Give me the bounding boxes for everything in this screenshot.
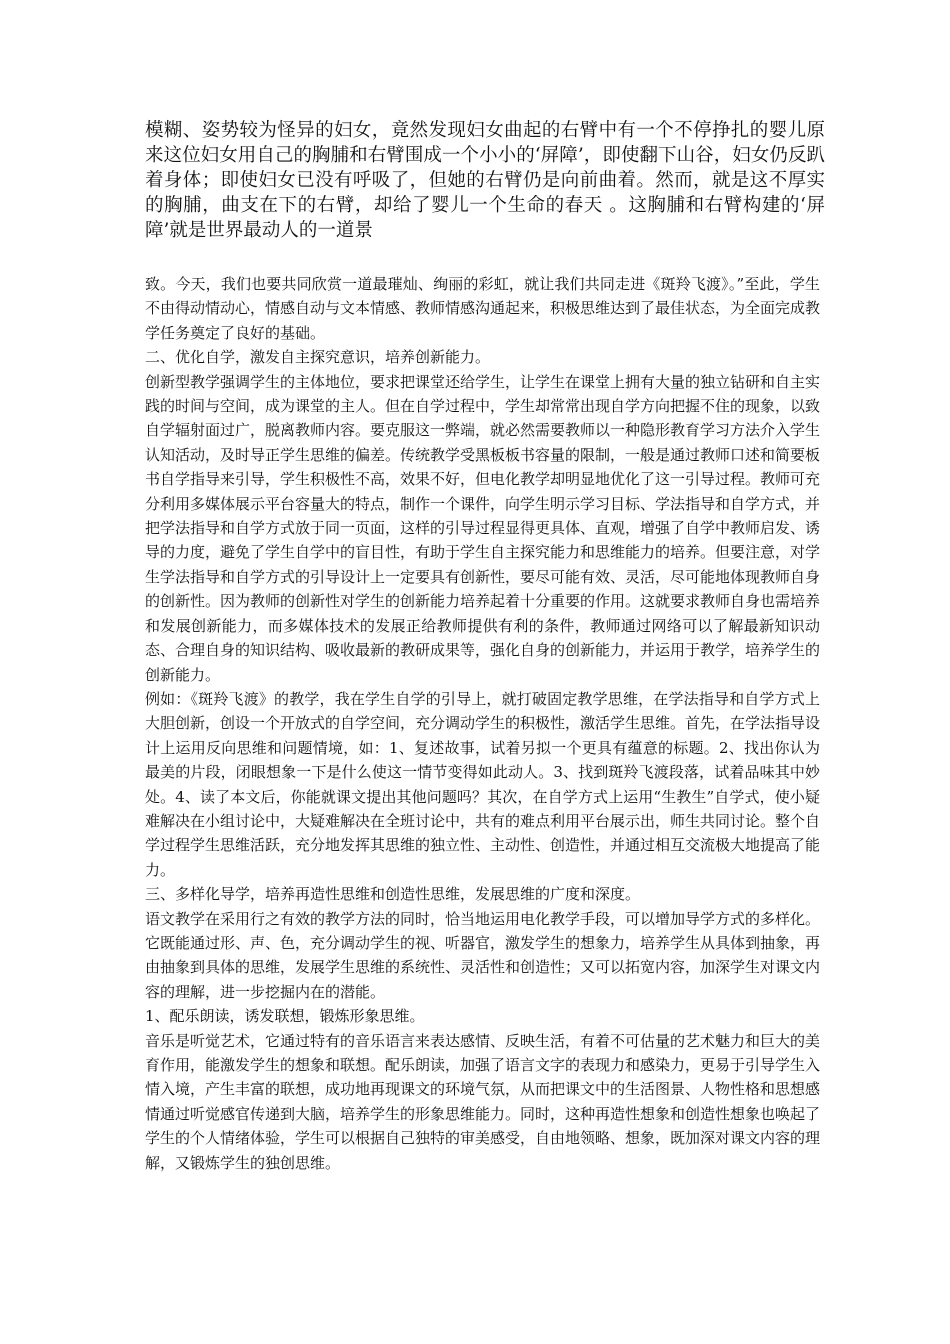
document-body: [145, 272, 820, 1175]
intro-paragraph: 模糊、姿势较为怪异的妇女，竟然发现妇女曲起的右臂中有一个不停挣扎的婴儿原来这位妇女用自己的胸脯和右臂围成一个小小的‘屏障’，即使翻下山谷，妇女仍反趴着身体；即使妇女已没有呼吸了，但她的右臂仍是向前曲着。然而，就是这不厚实的胸脯，曲支在下的右臂，却给了婴儿一个生命的春天 。这胸脯和右臂构建的‘屏障’就是世界最动人的一道景: [145, 120, 825, 241]
paragraph-example: 例如：《斑羚飞渡》的教学，我在学生自学的引导上，就打破固定教学思维，在学法指导和自学方式上大胆创新，创设一个开放式的自学空间，充分调动学生的积极性，激活学生思维。首先，在学法指导设计上运用反向思维和问题情境，如：1、复述故事，试着另拟一个更具有蕴意的标题。2、找出你认为最美的片段，闭眼想象一下是什么使这一情节变得如此动人。3、找到斑羚飞渡段落，试着品味其中妙处。4、读了本文后，你能就课文提出其他问题吗？其次，在自学方式上运用“生教生”自学式，使小疑难解决在小组讨论中，大疑难解决在全班讨论中，共有的难点利用平台展示出，师生共同讨论。整个自学过程学生思维活跃，充分地发挥其思维的独立性、主动性、创造性，并通过相互交流极大地提高了能力。: [145, 689, 821, 879]
section-heading-3: 三、多样化导学，培养再造性思维和创造性思维，发展思维的广度和深度。: [145, 885, 641, 904]
subsection-heading-1: 1、配乐朗读，诱发联想，锻炼形象思维。: [145, 1007, 425, 1026]
section-heading-2: 二、优化自学，激发自主探究意识，培养创新能力。: [145, 348, 491, 367]
paragraph-self-study: 创新型教学强调学生的主体地位，要求把课堂还给学生，让学生在课堂上拥有大量的独立钻研和自主实践的时间与空间，成为课堂的主人。但在自学过程中，学生却常常出现自学方向把握不住的现象，以致自学辐射面过广，脱离教师内容。要克服这一弊端，就必然需要教师以一种隐形教育学习方法介入学生认知活动，及时导正学生思维的偏差。传统教学受黑板板书容量的限制，一般是通过教师口述和简要板书自学指导来引导，学生积极性不高，效果不好，但电化教学却明显地优化了这一引导过程。教师可充分利用多媒体展示平台容量大的特点，制作一个课件，向学生明示学习目标、学法指导和自学方式，并把学法指导和自学方式放于同一页面，这样的引导过程显得更具体、直观，增强了自学中教师启发、诱导的力度，避免了学生自学中的盲目性，有助于学生自主探究能力和思维能力的培养。但要注意，对学生学法指导和自学方式的引导设计上一定要具有创新性，要尽可能有效、灵活，尽可能地体现教师自身的创新性。因为教师的创新性对学生的创新能力培养起着十分重要的作用。这就要求教师自身也需培养和发展创新能力，而多媒体技术的发展正给教师提供有利的条件，教师通过网络可以了解最新知识动态、合理自身的知识结构、吸收最新的教研成果等，强化自身的创新能力，并运用于教学，培养学生的创新能力。: [145, 372, 821, 684]
paragraph-music-reading: 音乐是听觉艺术，它通过特有的音乐语言来表达感情、反映生活，有着不可估量的艺术魅力和巨大的美育作用，能激发学生的想象和联想。配乐朗读，加强了语言文字的表现力和感染力，更易于引导学生入情入境，产生丰富的联想，成功地再现课文的环境气氛，从而把课文中的生活图景、人物性格和思想感情通过听觉感官传递到大脑，培养学生的形象思维能力。同时，这种再造性想象和创造性想象也唤起了学生的个人情绪体验，学生可以根据自己独特的审美感受，自由地领略、想象，既加深对课文内容的理解，又锻炼学生的独创思维。: [145, 1031, 821, 1172]
paragraph-continuation: 致。今天，我们也要共同欣赏一道最璀灿、绚丽的彩虹，就让我们共同走进《斑羚飞渡》。”至此，学生不由得动情动心，情感自动与文本情感、教师情感沟通起来，积极思维达到了最佳状态，为全面完成教学任务奠定了良好的基础。: [145, 275, 821, 342]
paragraph-guided-learning: 语文教学在采用行之有效的教学方法的同时，恰当地运用电化教学手段，可以增加导学方式的多样化。它既能通过形、声、色，充分调动学生的视、听器官，激发学生的想象力，培养学生从具体到抽象，再由抽象到具体的思维，发展学生思维的系统性、灵活性和创造性；又可以拓宽内容，加深学生对课文内容的理解，进一步挖掘内在的潜能。: [145, 909, 821, 1001]
